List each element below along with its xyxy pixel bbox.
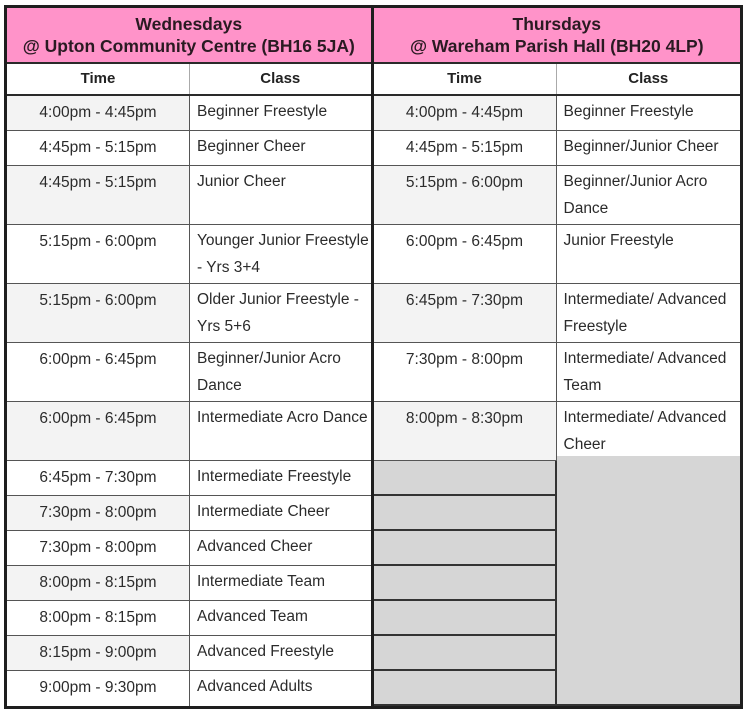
time-cell: 7:30pm - 8:00pm [7,496,190,530]
class-column-header: Class [628,70,669,88]
table-row [374,402,741,461]
class-cell: Advanced Adults [197,678,313,695]
thursday-panel [374,8,741,706]
empty-time-cell [374,601,557,634]
time-cell: 4:00pm - 4:45pm [374,96,557,130]
class-cell: Beginner/Junior Acro Dance [197,350,341,394]
time-cell: 8:00pm - 8:15pm [7,566,190,600]
empty-class-cell [557,631,741,669]
class-cell: Intermediate/ Advanced Cheer [563,409,727,453]
timetable [4,5,743,709]
empty-class-cell [557,491,741,529]
day-title: Thursdays [512,13,601,34]
time-cell: 5:15pm - 6:00pm [7,284,190,342]
venue-title: @ Wareham Parish Hall (BH20 4LP) [409,35,704,56]
empty-time-cell [374,496,557,529]
table-row [374,284,741,343]
time-cell: 8:00pm - 8:30pm [374,402,557,460]
table-row [7,671,371,706]
table-row [374,166,741,225]
thursday-header [374,8,741,64]
table-row [7,166,371,225]
class-cell: Intermediate Cheer [197,503,330,520]
class-cell: Beginner/Junior Cheer [563,138,719,155]
time-cell: 8:15pm - 9:00pm [7,636,190,670]
time-cell: 7:30pm - 8:00pm [374,343,557,401]
time-cell: 6:45pm - 7:30pm [7,461,190,495]
empty-time-cell [374,671,557,704]
class-cell: Advanced Team [197,608,308,625]
time-cell: 7:30pm - 8:00pm [7,531,190,565]
time-cell: 8:00pm - 8:15pm [7,601,190,635]
wednesday-panel [7,8,374,706]
time-cell: 6:45pm - 7:30pm [374,284,557,342]
empty-class-cell [557,561,741,599]
time-cell: 4:00pm - 4:45pm [7,96,190,130]
table-row [7,225,371,284]
class-cell: Junior Freestyle [563,232,674,249]
time-column-header: Time [374,64,557,94]
empty-time-cell [374,636,557,669]
time-cell: 5:15pm - 6:00pm [374,166,557,224]
class-cell: Advanced Freestyle [197,643,334,660]
time-cell: 9:00pm - 9:30pm [7,671,190,706]
class-cell: Beginner Cheer [197,138,306,155]
time-cell: 6:00pm - 6:45pm [7,343,190,401]
table-row [374,343,741,402]
time-cell: 6:00pm - 6:45pm [374,225,557,283]
class-cell: Beginner Freestyle [197,103,328,120]
time-column-header: Time [7,64,190,94]
class-column-header: Class [260,70,301,88]
table-row [7,284,371,343]
empty-class-cell [557,456,741,494]
table-row [374,225,741,284]
time-cell: 4:45pm - 5:15pm [7,131,190,165]
empty-time-cell [374,531,557,564]
table-row [7,402,371,461]
class-cell: Younger Junior Freestyle - Yrs 3+4 [197,232,369,276]
class-cell: Intermediate Team [197,573,326,590]
venue-title: @ Upton Community Centre (BH16 5JA) [22,35,355,56]
empty-row [374,671,741,706]
time-cell: 4:45pm - 5:15pm [374,131,557,165]
class-cell: Beginner Freestyle [563,103,694,120]
class-cell: Older Junior Freestyle - Yrs 5+6 [197,291,359,335]
class-cell: Advanced Cheer [197,538,313,555]
class-cell: Junior Cheer [197,173,286,190]
class-cell: Intermediate Acro Dance [197,409,368,426]
time-cell: 5:15pm - 6:00pm [7,225,190,283]
class-cell: Intermediate/ Advanced Team [563,350,727,394]
class-cell: Intermediate/ Advanced Freestyle [563,291,727,335]
time-cell: 6:00pm - 6:45pm [7,402,190,460]
empty-class-cell [557,526,741,564]
empty-time-cell [374,566,557,599]
time-cell: 4:45pm - 5:15pm [7,166,190,224]
empty-class-cell [557,596,741,634]
empty-class-cell [557,666,741,704]
wednesday-header [7,8,371,64]
day-title: Wednesdays [135,13,243,34]
empty-time-cell [374,461,557,494]
class-cell: Intermediate Freestyle [197,468,352,485]
class-cell: Beginner/Junior Acro Dance [563,173,708,217]
table-row [7,343,371,402]
